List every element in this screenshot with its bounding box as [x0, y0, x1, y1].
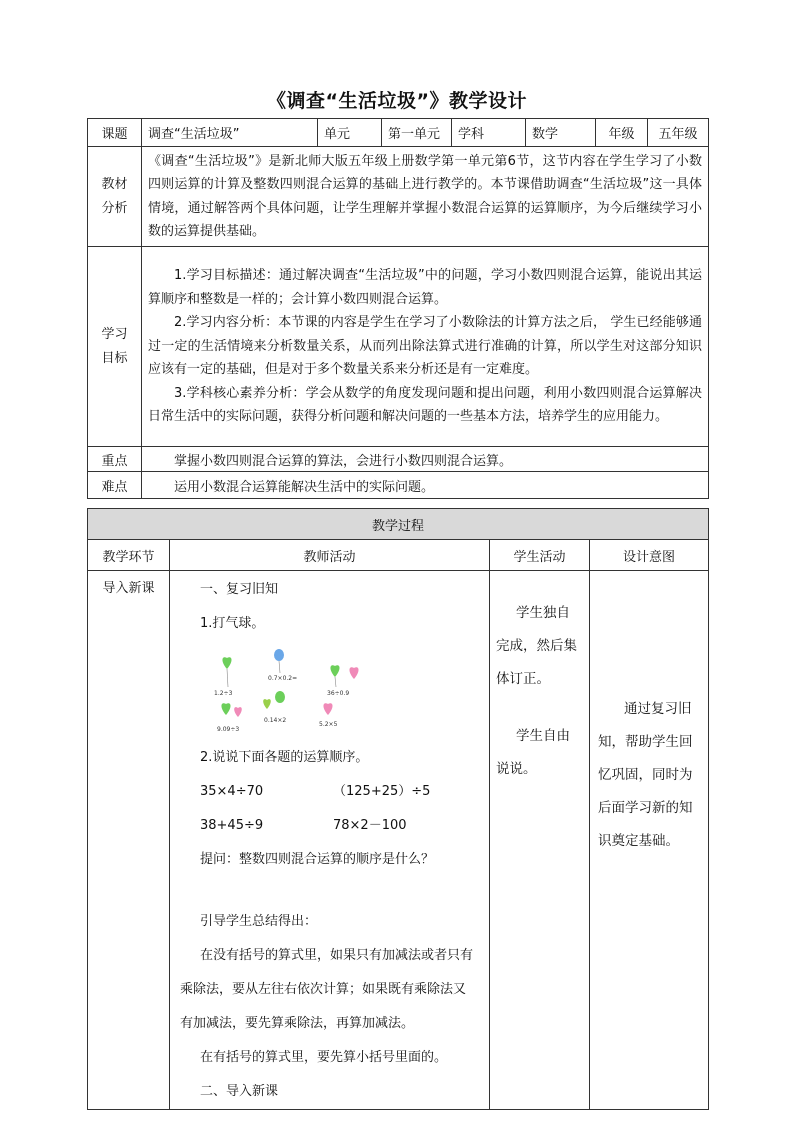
process-table	[87, 508, 709, 1110]
goals-label: 学习 目标	[88, 247, 142, 447]
topic-label: 课题	[88, 119, 142, 147]
student-activity-2: 学生自由说说。	[496, 728, 570, 777]
key-label: 重点	[88, 447, 142, 472]
stage-cell: 导入新课	[88, 571, 170, 1110]
student-gap	[490, 696, 589, 720]
grade-value: 五年级	[648, 119, 709, 147]
expression-row-2	[180, 809, 477, 843]
unit-value: 第一单元	[382, 119, 452, 147]
balloon-label-2: 0.7×0.2=	[268, 675, 298, 682]
expression-1: 35×4÷70	[200, 784, 264, 799]
expression-4: 78×2－100	[333, 818, 407, 833]
balloon-label-5: 9.09÷3	[217, 726, 240, 733]
col-stage: 教学环节	[88, 540, 170, 571]
student-activity	[490, 571, 590, 1110]
col-intent: 设计意图	[590, 540, 709, 571]
grade-label: 年级	[596, 119, 648, 147]
balloon-label-4: 0.14×2	[264, 717, 287, 724]
difficulty-label: 难点	[88, 472, 142, 499]
balloon-picture	[208, 647, 477, 737]
difficulty-text: 运用小数混合运算能解决生活中的实际问题。	[142, 472, 709, 499]
question-ask: 提问：整数四则混合运算的顺序是什么？	[200, 852, 435, 867]
col-teacher: 教师活动	[170, 540, 490, 571]
student-activity-1: 学生独自完成，然后集体订正。	[496, 605, 577, 687]
teacher-activity	[170, 571, 490, 1110]
page-title: 《调查“生活垃圾”》教学设计	[267, 90, 527, 112]
subject-label: 学科	[452, 119, 526, 147]
design-intent-text: 通过复习旧知，帮助学生回忆巩固，同时为后面学习新的知识奠定基础。	[598, 701, 693, 849]
rule-2: 在有括号的算式里，要先算小括号里面的。	[200, 1050, 448, 1065]
col-student: 学生活动	[490, 540, 590, 571]
goal-paragraph-1: 1.学习目标描述：通过解决调查“生活垃圾”中的问题，学习小数四则混合运算，能说出其运算顺序和整数是一样的；会计算小数四则混合运算。	[148, 268, 702, 307]
rule-1: 在没有括号的算式里，如果只有加减法或者只有乘除法，要从左往右依次计算；如果既有乘除法又有加减法，要先算乘除法，再算加减法。	[180, 948, 474, 1031]
info-table	[87, 118, 709, 499]
goal-paragraph-2: 2.学习内容分析：本节课的内容是学生在学习了小数除法的计算方法之后， 学生已经能够通过一定的生活情境来分析数量关系，从而列出除法算式进行准确的计算，所以学生对这部分知识应该有一定的基础，但是对于多个数量关系来分析还是有一定难度。	[148, 315, 702, 378]
balloon-label-1: 1.2÷3	[214, 690, 233, 697]
balloon-label-6: 5.2×5	[319, 721, 338, 728]
expression-2: （125+25）÷5	[333, 784, 431, 799]
section-heading-1: 一、复习旧知	[200, 582, 279, 597]
topic-value: 调查“生活垃圾”	[142, 119, 318, 147]
question-1: 1.打气球。	[200, 616, 265, 631]
subject-value: 数学	[526, 119, 596, 147]
goal-paragraph-3: 3.学科核心素养分析：学会从数学的角度发现问题和提出问题，利用小数四则混合运算解决日常生活中的实际问题，获得分析问题和解决问题的一些基本方法，培养学生的应用能力。	[148, 385, 702, 425]
key-text: 掌握小数四则混合运算的算法，会进行小数四则混合运算。	[142, 447, 709, 472]
material-text: 《调查“生活垃圾”》是新北师大版五年级上册数学第一单元第6节，这节内容在学生学习了小数四则运算的计算及整数四则混合运算的基础上进行教学的。本节课借助调查“生活垃圾”这一具体情境，通过解答两个具体问题，让学生理解并掌握小数混合运算的运算顺序，为今后继续学习小数的运算提供基础。	[142, 147, 709, 247]
unit-label: 单元	[318, 119, 382, 147]
goals-text	[142, 247, 709, 447]
guide-text: 引导学生总结得出：	[200, 914, 318, 929]
balloon-label-3: 36÷0.9	[327, 690, 350, 697]
blank-line	[180, 877, 477, 905]
expression-row-1	[180, 775, 477, 809]
section-heading-2: 二、导入新课	[200, 1084, 279, 1099]
balloon-game-image	[208, 647, 368, 733]
expression-3: 38+45÷9	[200, 818, 264, 833]
question-2: 2.说说下面各题的运算顺序。	[200, 750, 369, 765]
process-header: 教学过程	[88, 509, 709, 540]
design-intent	[590, 571, 709, 1110]
material-label: 教材 分析	[88, 147, 142, 247]
